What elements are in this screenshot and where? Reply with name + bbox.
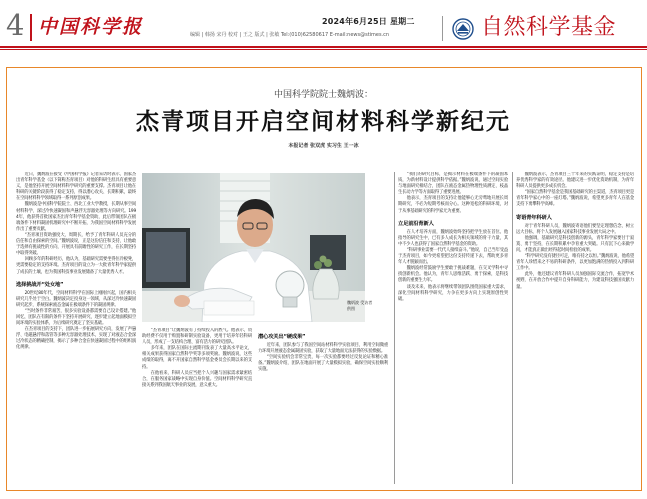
article-column-5 — [516, 172, 634, 484]
page-number: 4 — [6, 8, 25, 42]
masthead-rule-thin — [0, 49, 647, 50]
article-paragraph: 在杰青项目的支持下，团队进一步拓展研究方向，发展了声悬浮、电磁悬浮和落管等多种无容器处理技术，实现了对液态合金深过冷状态的精确控制，揭示了多种合金在快速凝固过程中的组织演化规律。 — [16, 327, 136, 351]
editorial-contacts: 编辑 | 韩扬 宋丹 校对 | 王之 版式 | 张敏 Tel:(010)62580617 E-mail:news@stimes.cn — [190, 32, 390, 38]
article-column-1 — [16, 172, 136, 484]
article-paragraph: 在他看来，科研人员应当把个人兴趣与国家需求紧密结合，在服务国家战略中实现自身价值。空间材料科学研究直接关系到我国航天事业的发展，意义重大。 — [142, 370, 252, 388]
article-paragraph: “杰青项目资助强度大、周期长，给予了青年科研人员充分的信任和自由探索的空间。”魏炳波说，正是这份信任和支持，让他敢于选择有挑战性的方向，开展具有前瞻性的研究工作，在长期坚持中取得突破。 — [16, 232, 136, 257]
article-paragraph: “我们的研究目标，是揭示材料在极端条件下的凝固本质，为新材料设计提供科学依据。”魏炳波说，通过空间实验与地面研究相结合，团队在液态金属热物理性质测定、枝晶生长动力学等方面取得了重要进展。 — [398, 172, 508, 196]
article-paragraph: 魏炳波是中国科学院院士、西北工业大学教授，长期从事空间材料科学、深过冷快速凝固和声悬浮无容器处理等方向研究。1994年，他获得首批国家杰出青年科学基金资助，此后带领团队在极端条件下材料凝固机理研究中不断开拓，为我国空间材料科学发展作出了重要贡献。 — [16, 202, 136, 232]
section-title: 自然科学基金 — [481, 15, 617, 40]
article-column-3 — [258, 328, 388, 484]
article-paragraph: 谈及未来，他表示将继续带领团队围绕国家重大需求，深化空间材料科学研究，力争在更多方向上实现原创性突破。 — [398, 284, 508, 302]
article-subheading: 潜心攻关出“硬成果” — [258, 334, 306, 340]
article-paragraph: “国家自然科学基金是我国基础研究的主渠道，杰青项目更是青年科学家心中的一座灯塔。”魏炳波说，希望更多青年人在基金支持下勇攀科学高峰。 — [516, 190, 634, 208]
article-paragraph: 近年来，团队参与了我国空间站材料科学实验项目，利用空间微重力环境开展液态金属凝固实验，获取了大量地面无法获得的实验数据。 — [258, 343, 388, 355]
article-paragraph: “杰青项目”让魏炳波有了持续投入的底气。他表示，资助经费不仅用于购置和研制实验设备，更用于培养年轻科研人员，形成了一支结构合理、富有活力的研究团队。 — [142, 328, 252, 346]
masthead-divider-2 — [442, 16, 443, 41]
article-paragraph: 多年来，团队在国际主流期刊发表了大量高水平论文，相关成果获得国家自然科学奖等多项奖励。魏炳波说，这些成绩的取得，离不开国家自然科学基金委员会长期以来的支持。 — [142, 346, 252, 370]
article-paragraph: “科研事业需要一代代人接续奋斗。”他说，自己当年受益于杰青项目，如今更希望把这份支持传递下去，帮助更多青年人才脱颖而出。 — [398, 247, 508, 266]
article-paragraph: 近日，魏炳波在接受《中国科学报》记者采访时表示，国家杰出青年科学基金（以下简称杰青项目）对他的科研生涯具有重要意义，是他坚持开展空间材料科学研究的重要支撑。杰青项目让他在科研的关键阶段获得了稳定支持，得以潜心攻关、长期积累，最终在空间材料科学领域取得一系列原创成果。 — [16, 172, 136, 202]
article-paragraph: “空间实验机会非常宝贵，每一次实验都要经过反复论证和精心准备。”魏炳波介绍，团队在地面开展了大量模拟实验，确保空间实验顺利实施。 — [258, 355, 388, 373]
article-paragraph: 此外，他还建议青年科研人员加强国际交流合作，拓宽学术视野，在开放合作中提升自身科研能力，为建设科技强国贡献力量。 — [516, 272, 634, 290]
article-column-4 — [398, 172, 508, 484]
article-paragraph: 对于青年科研人员，魏炳波寄语他们要坚定理想信念，树立远大目标，将个人发展融入国家科技事业发展大局之中。 — [516, 223, 634, 235]
photo-caption: 魏炳波 受访者供图 — [347, 300, 373, 311]
masthead-divider — [30, 14, 32, 41]
article-byline: 本报记者 张双虎 实习生 王一冰 — [288, 143, 359, 149]
article-paragraph: 魏炳波经常鼓励学生要敢于挑战难题，在交叉学科中寻找创新机会。他认为，青年人思维活跃、勇于探索，是科技创新的重要生力军。 — [398, 266, 508, 284]
article-paragraph: 20世纪80年代，空间材料科学在国际上刚刚兴起，国内相关研究几乎处于空白。魏炳波决定投身这一领域，从深过冷快速凝固研究起步，系统探索液态金属在极端条件下的凝固规律。 — [16, 290, 136, 308]
article-subheading: 立足前沿育新人 — [398, 220, 434, 227]
publication-date: 2024年6月25日 星期二 — [322, 17, 415, 26]
masthead — [0, 0, 647, 46]
newspaper-name: 中国科学报 — [38, 16, 144, 38]
article-paragraph: 在人才培养方面，魏炳波始终坚持把学生放在首位。他指导的研究生中，已有多人成长为相关领域的骨干力量，其中不少人也获得了国家自然科学基金的资助。 — [398, 229, 508, 247]
article-paragraph: “当时条件非常艰苦，很多实验设备都需要自己设计搭建。”他回忆，团队在有限的条件下坚持开展研究，逐步建立起地面模拟空间环境的实验体系，为后续研究奠定了坚实基础。 — [16, 308, 136, 327]
article-photo — [142, 173, 365, 322]
column-rule-1 — [394, 172, 395, 484]
nsfc-logo-icon — [452, 18, 474, 40]
article-headline: 杰青项目开启空间材料科学新纪元 — [136, 109, 511, 135]
article-paragraph: 他表示，杰青项目的支持让他能够心无旁骛地开展长周期研究，不必为短期考核而分心。这种宽松的科研环境，对于从事基础研究的科学家尤为重要。 — [398, 196, 508, 214]
article-kicker: 中国科学院院士魏炳波： — [273, 90, 373, 100]
article-paragraph: 魏炳波表示，杰青项目三十年来的实践证明，稳定支持是培养优秀科学家的有效途径。他建议进一步优化资助机制，为青年科研人员提供更多成长机会。 — [516, 172, 634, 190]
article-subheading: 选择挑战开“处女地” — [16, 281, 64, 288]
column-rule-2 — [512, 172, 513, 484]
portrait-illustration — [142, 173, 365, 322]
article-subheading: 寄语青年科研人 — [516, 214, 552, 221]
article-paragraph: “科学研究没有捷径可走，唯有持之以恒。”魏炳波说，他希望青年人珍惜来之不易的科研条件，以更加饱满的热情投入到科研工作中。 — [516, 254, 634, 272]
article-paragraph: 回顾多年的科研经历，他认为，基础研究需要坐得住冷板凳，更需要稳定的支持环境。杰青项目的设立为一大批青年科学家提供了成长的土壤，也为我国科技事业发展储备了大量优秀人才。 — [16, 257, 136, 275]
article-column-2 — [142, 328, 252, 484]
article-paragraph: 他强调，基础研究是科技创新的源头，青年科学家要甘于寂寞、勇于坚持，在长期积累中孕育重大突破。只有沉下心来做学问，才能真正做出经得起时间检验的成果。 — [516, 235, 634, 253]
masthead-rule — [0, 46, 647, 48]
